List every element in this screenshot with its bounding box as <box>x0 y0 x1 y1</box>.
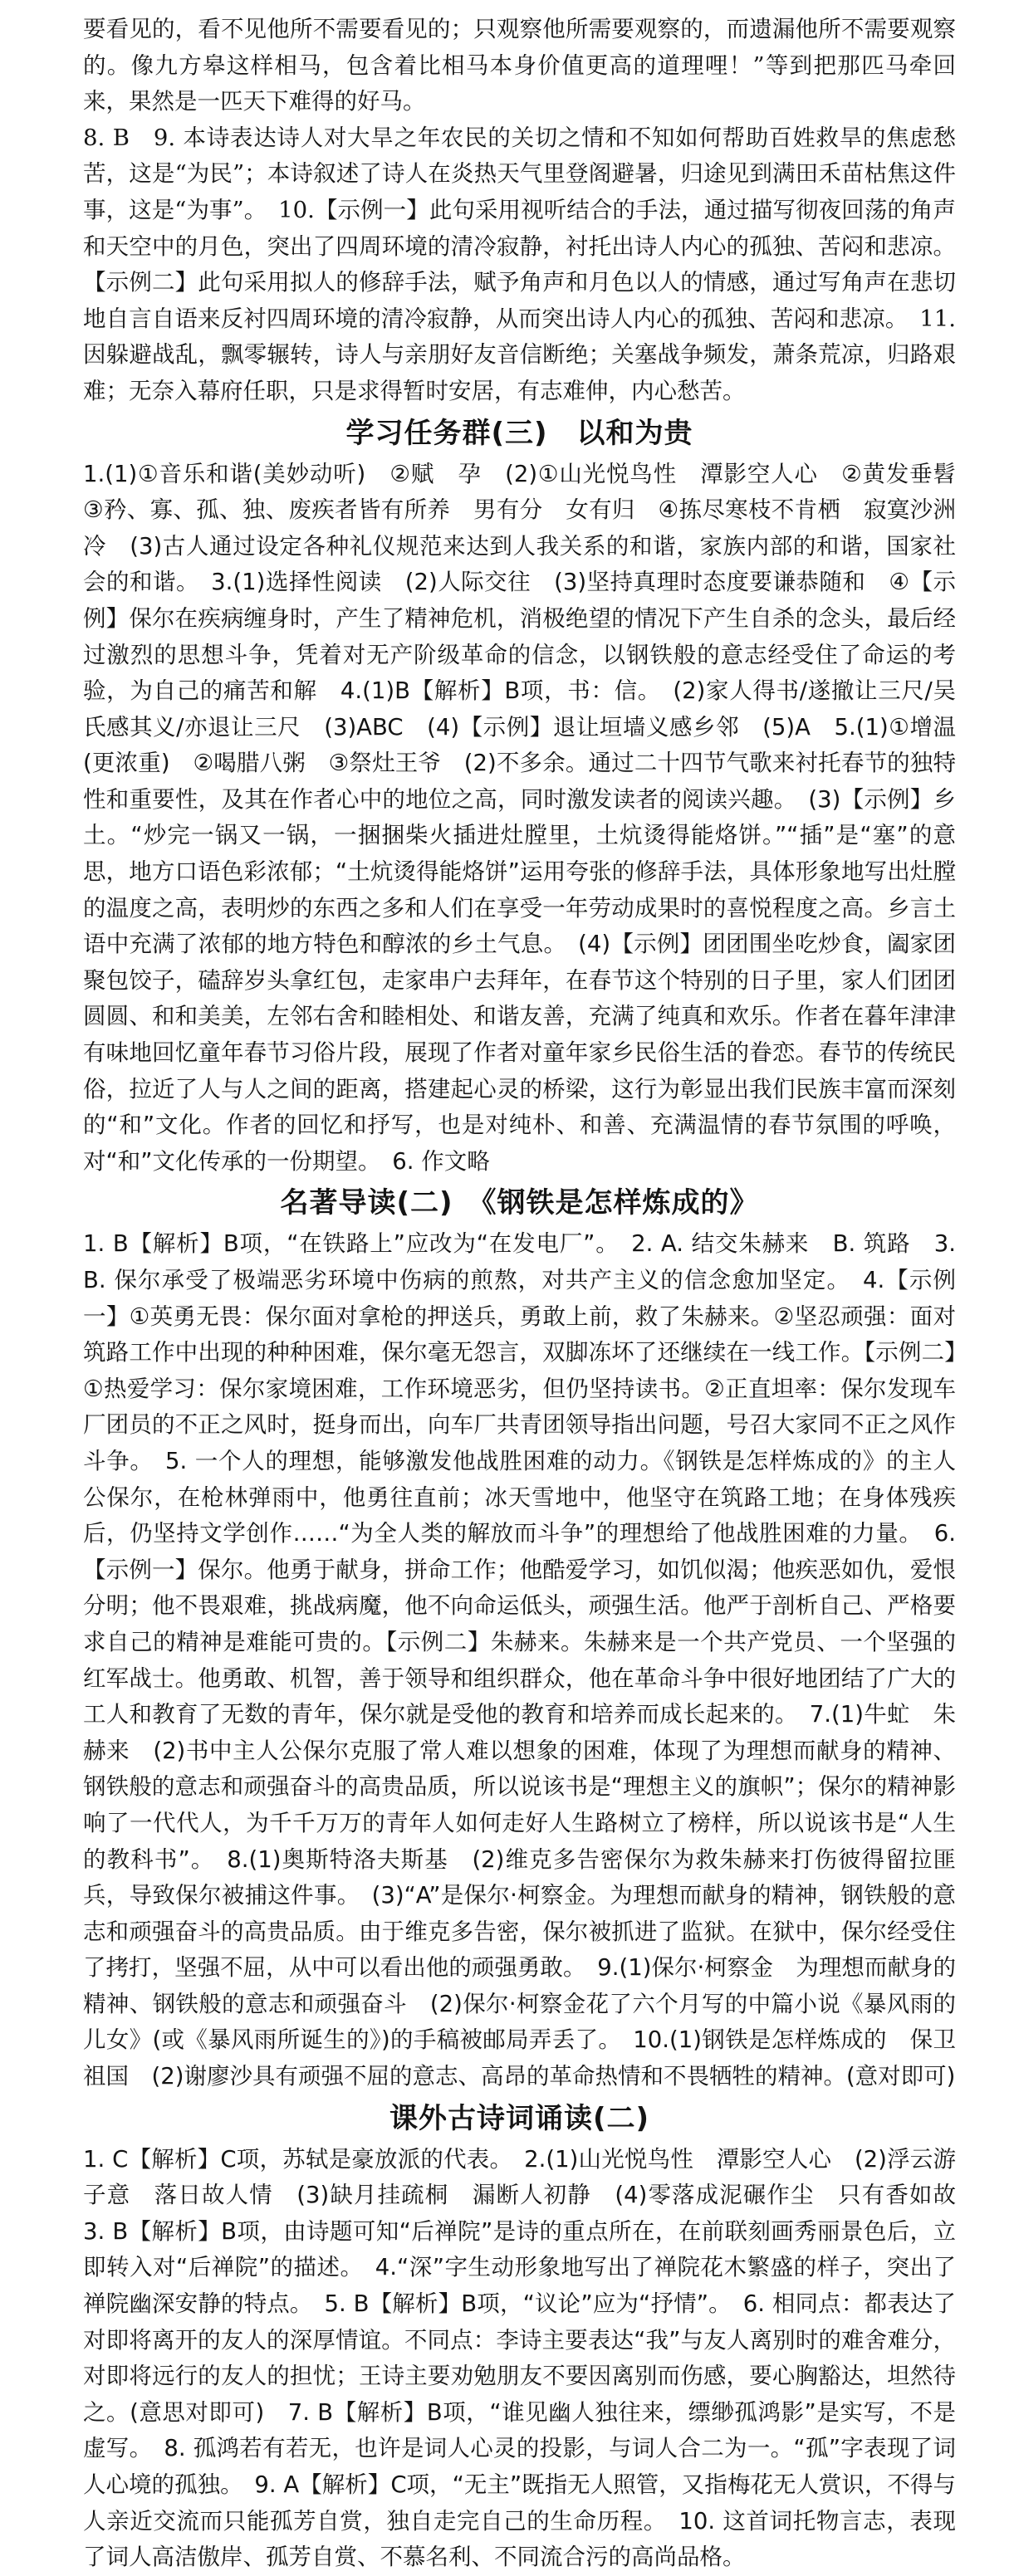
section-heading: 课外古诗词诵读(二) <box>389 2101 650 2135</box>
section-extracurricular-poetry-2 <box>83 2100 979 2576</box>
section-classic-reading-2 <box>83 1185 956 2095</box>
section-learning-task-3 <box>83 415 979 1180</box>
section-continued-answers <box>83 12 956 410</box>
paragraph-horse-story: 要看见的，看不见他所不需要看见的；只观察他所需要观察的，而遗漏他所不需要观察的。像九方皋这样相马，包含着比相马本身价值更高的道理哩！”等到把那匹马牵回来，果然是一匹天下难得的好马。 <box>83 16 956 115</box>
paragraph-answers-8-11: 8. B 9. 本诗表达诗人对大旱之年农民的关切之情和不知如何帮助百姓救旱的焦虑愁苦，这是“为民”；本诗叙述了诗人在炎热天气里登阁避暑，归途见到满田禾苗枯焦这件事，这是“为事”。 10.【示例一】此句采用视听结合的手法，通过描写彻夜回荡的角声和天空中的月色，突出了四周环境的清冷寂静，衬托出诗人内心的孤独、苦闷和悲凉。【示例二】此句采用拟人的修辞手法，赋予角声和月色以人的情感，通过写角声在悲切地自言自语来反衬四周环境的清冷寂静，从而突出诗人内心的孤独、苦闷和悲凉。 11. 因躲避战乱，飘零辗转，诗人与亲朋好友音信断绝；关塞战争频发，萧条荒凉，归路艰难；无奈入幕府任职，只是求得暂时安居，有志难伸，内心愁苦。 <box>83 124 956 404</box>
paragraph-answers: 1. B【解析】B项，“在铁路上”应改为“在发电厂”。 2. A. 结交朱赫来 B. 筑路 3. B. 保尔承受了极端恶劣环境中伤病的煎熬，对共产主义的信念愈加坚定。 4.【示例一】①英勇无畏：保尔面对拿枪的押送兵，勇敢上前，救了朱赫来。②坚忍顽强：面对筑路工作中出现的种种困难，保尔毫无怨言，双脚冻坏了还继续在一线工作。【示例二】①热爱学习：保尔家境困难，工作环境恶劣，但仍坚持读书。②正直坦率：保尔发现车厂团员的不正之风时，挺身而出，向车厂共青团领导指出问题，号召大家同不正之风作斗争。 5. 一个人的理想，能够激发他战胜困难的动力。《钢铁是怎样炼成的》的主人公保尔，在枪林弹雨中，他勇往直前；冰天雪地中，他坚守在筑路工地；在身体残疾后，仍坚持文学创作……“为全人类的解放而斗争”的理想给了他战胜困难的力量。 6.【示例一】保尔。他勇于献身，拼命工作；他酷爱学习，如饥似渴；他疾恶如仇，爱恨分明；他不畏艰难，挑战病魔，他不向命运低头，顽强生活。他严于剖析自己、严格要求自己的精神是难能可贵的。【示例二】朱赫来。朱赫来是一个共产党员、一个坚强的红军战士。他勇敢、机智，善于领导和组织群众，他在革命斗争中很好地团结了广大的工人和教育了无数的青年，保尔就是受他的教育和培养而成长起来的。 7.(1)牛虻 朱赫来 (2)书中主人公保尔克服了常人难以想象的困难，体现了为理想而献身的精神、钢铁般的意志和顽强奋斗的高贵品质，所以说该书是“理想主义的旗帜”；保尔的精神影响了一代代人，为千千万万的青年人如何走好人生路树立了榜样，所以说该书是“人生的教科书”。 8.(1)奥斯特洛夫斯基 (2)维克多告密保尔为救朱赫来打伤彼得留拉匪兵，导致保尔被捕这件事。 (3)“A”是保尔·柯察金。为理想而献身的精神，钢铁般的意志和顽强奋斗的高贵品质。由于维克多告密，保尔被抓进了监狱。在狱中，保尔经受住了拷打，坚强不屈，从中可以看出他的顽强勇敢。 9.(1)保尔·柯察金 为理想而献身的精神、钢铁般的意志和顽强奋斗 (2)保尔·柯察金花了六个月写的中篇小说《暴风雨的儿女》(或《暴风雨所诞生的》)的手稿被邮局弄丢了。 10.(1)钢铁是怎样炼成的 保卫祖国 (2)谢廖沙具有顽强不屈的意志、高昂的革命热情和不畏牺牲的精神。(意对即可) <box>83 1230 956 2090</box>
section-heading: 学习任务群(三) 以和为贵 <box>345 416 693 450</box>
paragraph-answers: 1.(1)①音乐和谐(美妙动听) ②赋 孕 (2)①山光悦鸟性 潭影空人心 ②黄发垂髫 ③矜、寡、孤、独、废疾者皆有所养 男有分 女有归 ④拣尽寒枝不肯栖 寂寞沙洲冷 (3)古人通过设定各种礼仪规范来达到人我关系的和谐，家族内部的和谐，国家社会的和谐。 3.(1)选择性阅读 (2)人际交往 (3)坚持真理时态度要谦恭随和 ④【示例】保尔在疾病缠身时，产生了精神危机，消极绝望的情况下产生自杀的念头，最后经过激烈的思想斗争，凭着对无产阶级革命的信念，以钢铁般的意志经受住了命运的考验，为自己的痛苦和解 4.(1)B【解析】B项，书：信。 (2)家人得书/遂撤让三尺/吴氏感其义/亦退让三尺 (3)ABC (4)【示例】退让垣墙义感乡邻 (5)A 5.(1)①增温(更浓重) ②喝腊八粥 ③祭灶王爷 (2)不多余。通过二十四节气歌来衬托春节的独特性和重要性，及其在作者心中的地位之高，同时激发读者的阅读兴趣。 (3)【示例】乡土。“炒完一锅又一锅，一捆捆柴火插进灶膛里，土炕烫得能烙饼。”“插”是“塞”的意思，地方口语色彩浓郁；“土炕烫得能烙饼”运用夸张的修辞手法，具体形象地写出灶膛的温度之高，表明炒的东西之多和人们在享受一年劳动成果时的喜悦程度之高。乡言土语中充满了浓郁的地方特色和醇浓的乡土气息。 (4)【示例】团团围坐吃炒食，阖家团聚包饺子，磕辞岁头拿红包，走家串户去拜年，在春节这个特别的日子里，家人们团团圆圆、和和美美，左邻右舍和睦相处、和谐友善，充满了纯真和欢乐。作者在暮年津津有味地回忆童年春节习俗片段，展现了作者对童年家乡民俗生活的眷恋。春节的传统民俗，拉近了人与人之间的距离，搭建起心灵的桥梁，这行为彰显出我们民族丰富而深刻的“和”文化。作者的回忆和抒写，也是对纯朴、和善、充满温情的春节氛围的呼唤，对“和”文化传承的一份期望。 6. 作文略 <box>83 460 979 1175</box>
paragraph-answers: 1. C【解析】C项，苏轼是豪放派的代表。 2.(1)山光悦鸟性 潭影空人心 (2)浮云游子意 落日故人情 (3)缺月挂疏桐 漏断人初静 (4)零落成泥碾作尘 只有香如故 3. B【解析】B项，由诗题可知“后禅院”是诗的重点所在，在前联刻画秀丽景色后，立即转入对“后禅院”的描述。 4.“深”字生动形象地写出了禅院花木繁盛的样子，突出了禅院幽深安静的特点。 5. B【解析】B项，“议论”应为“抒情”。 6. 相同点：都表达了对即将离开的友人的深厚情谊。不同点：李诗主要表达“我”与友人离别时的难舍难分，对即将远行的友人的担忧；王诗主要劝勉朋友不要因离别而伤感，要心胸豁达，坦然待之。(意思对即可) 7. B【解析】B项，“谁见幽人独往来，缥缈孤鸿影”是实写，不是虚写。 8. 孤鸿若有若无，也许是词人心灵的投影，与词人合二为一。“孤”字表现了词人心境的孤独。 9. A【解析】C项，“无主”既指无人照管，又指梅花无人赏识，不得与人亲近交流而只能孤芳自赏，独自走完自己的生命历程。 10. 这首词托物言志，表现了词人高洁傲岸、孤芳自赏、不慕名利、不同流合污的高尚品格。 <box>83 2145 979 2571</box>
section-heading: 名著导读(二) 《钢铁是怎样炼成的》 <box>280 1186 759 1220</box>
